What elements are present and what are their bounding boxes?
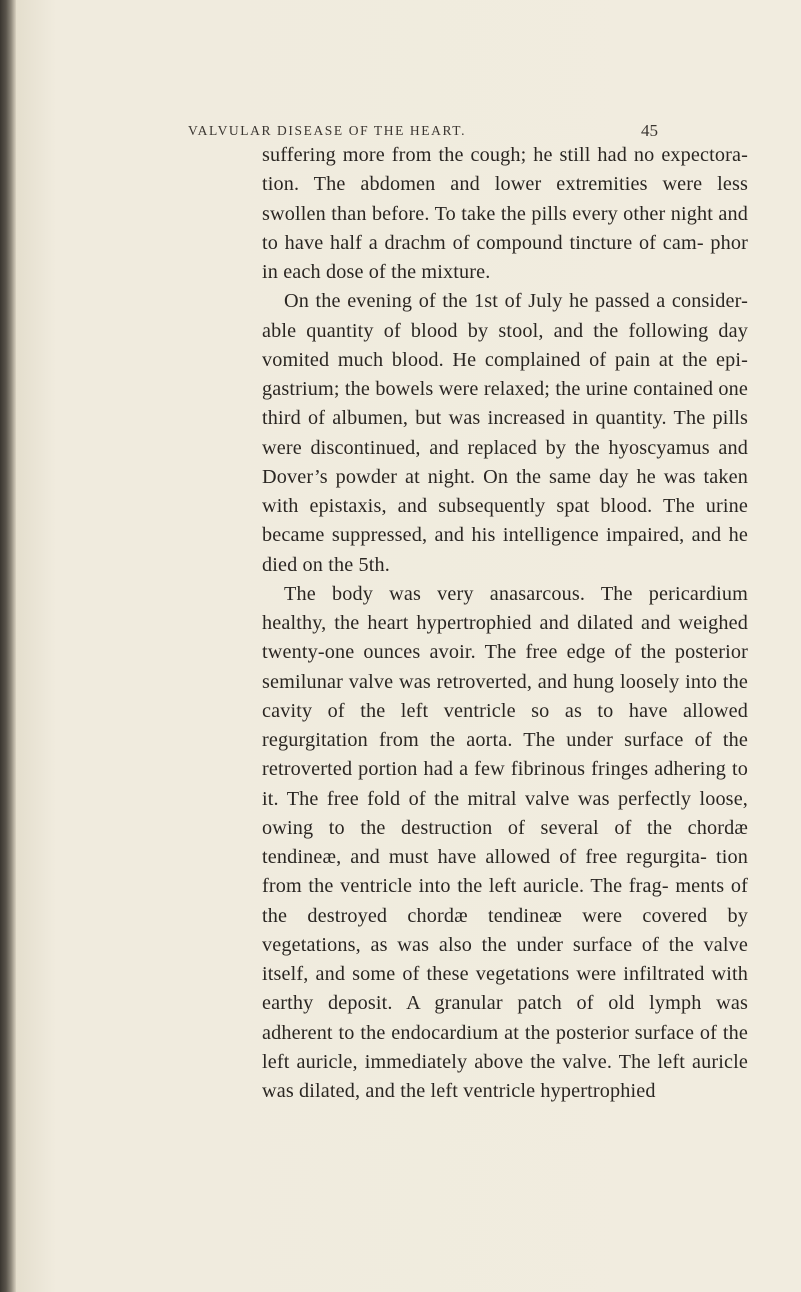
- body-text: [262, 141, 748, 1106]
- paragraph-2: On the evening of the 1st of July he passed a consider- able quantity of blood by stool, and the following day vomited much blood. He complained of pain at the epi- gastrium; the bowels were relaxed; the urine contained one third of albumen, but was increased in quantity. The pills were discontinued, and replaced by the hyoscyamus and Dover’s powder at night. On the same day he was taken with epistaxis, and subsequently spat blood. The urine became suppressed, and his intelligence impaired, and he died on the 5th.: [262, 290, 748, 576]
- book-spine-shadow: [0, 0, 16, 1292]
- paragraph-3: The body was very anasarcous. The pericardium healthy, the heart hypertrophied and dilated and weighed twenty-one ounces avoir. The free edge of the posterior semilunar valve was retroverted, and hung loosely into the cavity of the left ventricle so as to have allowed regurgitation from the aorta. The under surface of the retroverted portion had a few fibrinous fringes adhering to it. The free fold of the mitral valve was perfectly loose, owing to the destruction of several of the chordæ tendineæ, and must have allowed of free regurgita- tion from the ventricle into the left auricle. The frag- ments of the destroyed chordæ tendineæ were covered by vegetations, as was also the under surface of the valve itself, and some of these vegetations were infiltrated with earthy deposit. A granular patch of old lymph was adherent to the endocardium at the posterior surface of the left auricle, immediately above the valve. The left auricle was dilated, and the left ventricle hypertrophied: [262, 582, 748, 1102]
- running-header: [188, 120, 658, 142]
- page-number: 45: [641, 121, 658, 140]
- running-title: VALVULAR DISEASE OF THE HEART.: [188, 123, 467, 138]
- paragraph-1: suffering more from the cough; he still had no expectora- tion. The abdomen and lower extremities were less swollen than before. To take the pills every other night and to have half a drachm of compound tincture of cam- phor in each dose of the mixture.: [262, 144, 748, 283]
